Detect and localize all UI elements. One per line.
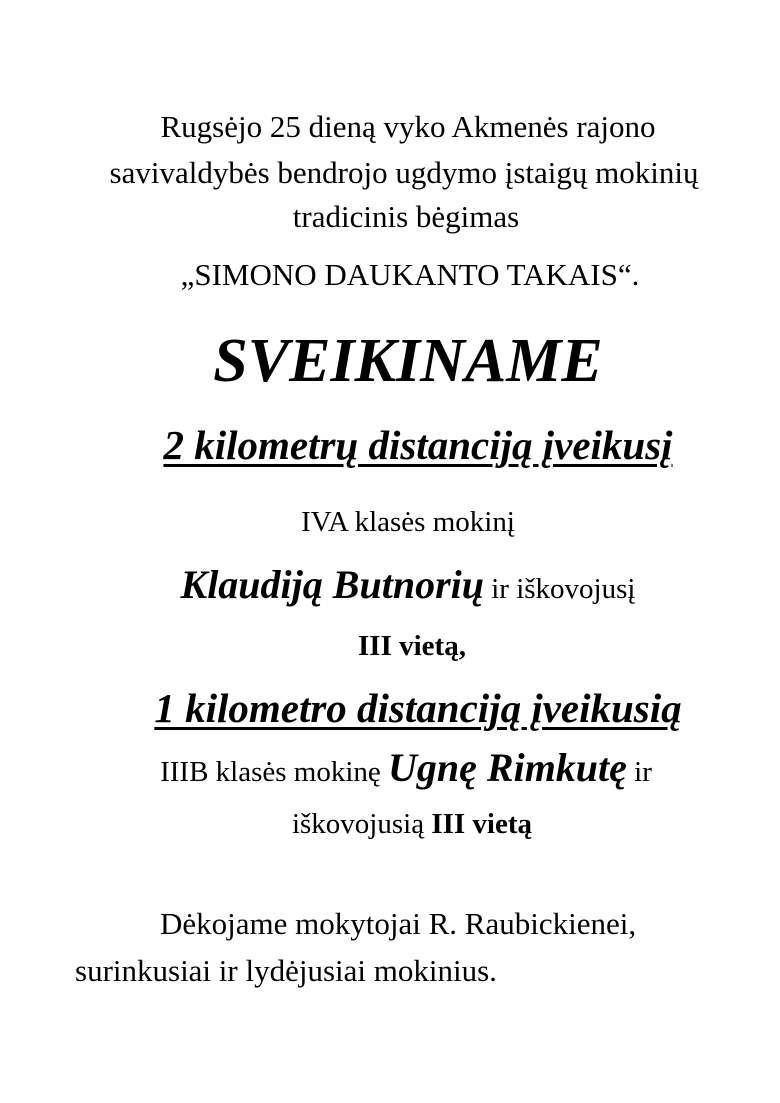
distance-heading-1km: 1 kilometro distanciją įveikusią [154,685,682,731]
student1-row [18,562,780,607]
student2-after-name: ir [634,756,652,788]
student1-class: IVA klasės mokinį [301,506,515,538]
student2-won-label: iškovojusią [291,808,425,840]
intro-line-3: tradicinis bėgimas [292,199,520,234]
student2-class: IIIB klasės mokinę [160,756,381,788]
thanks-line-2: surinkusiai ir lydėjusiai mokinius. [75,953,497,988]
intro-line-2: savivaldybės bendrojo ugdymo įstaigų mokinių [109,155,699,190]
student2-place: III vietą [431,808,533,840]
student2-name: Ugnę Rimkutę [388,745,627,790]
student1-after-name: ir iškovojusį [491,573,636,605]
student1-name: Klaudiją Butnorių [180,562,484,607]
thanks-line-1: Dėkojame mokytojai R. Raubickienei, [160,906,637,941]
student2-place-row [22,810,780,839]
student2-row [16,745,780,790]
event-name: „SIMONO DAUKANTO TAKAIS“. [180,257,640,292]
distance-heading-2km: 2 kilometrų distanciją įveikusį [163,422,673,468]
intro-line-1: Rugsėjo 25 dieną vyko Akmenės rajono [160,109,656,144]
student1-place: III vietą, [358,630,466,662]
headline: SVEIKINAME [213,327,603,395]
